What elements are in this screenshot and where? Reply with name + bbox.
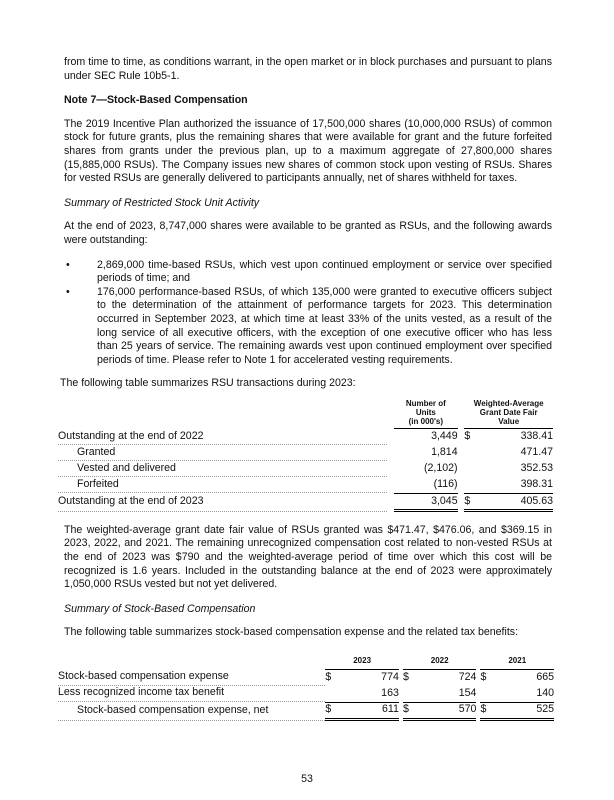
sbc-paragraph: The following table summarizes stock-based compensation expense and the related tax benefits: bbox=[64, 626, 519, 639]
table-row: Outstanding at the end of 2022 3,449 $ 338.41 bbox=[58, 429, 553, 445]
sbc-expense-table bbox=[58, 654, 554, 721]
table-row: Vested and delivered (2,102) 352.53 bbox=[58, 461, 553, 477]
table-row-total: Outstanding at the end of 2023 3,045 $ 405.63 bbox=[58, 493, 553, 512]
table-row-total: Stock-based compensation expense, net $ 611 $ 570 $ 525 bbox=[58, 702, 554, 721]
bullet-icon: • bbox=[66, 285, 70, 298]
sbc-subheading: Summary of Stock-Based Compensation bbox=[64, 602, 256, 615]
bullet-icon: • bbox=[66, 258, 70, 271]
rsu-subheading: Summary of Restricted Stock Unit Activity bbox=[64, 196, 260, 209]
table-row: Stock-based compensation expense $ 774 $ 724 $ 665 bbox=[58, 670, 554, 686]
page-number: 53 bbox=[301, 773, 313, 785]
document-page bbox=[58, 56, 554, 721]
year-header: 2022 bbox=[403, 654, 476, 670]
table-row: Granted 1,814 471.47 bbox=[58, 445, 553, 461]
note-heading: Note 7—Stock-Based Compensation bbox=[64, 94, 248, 107]
units-header: Number of Units (in 000's) bbox=[394, 399, 458, 429]
list-item: • 2,869,000 time-based RSUs, which vest upon continued employment or service over specified periods of time; and bbox=[66, 258, 552, 285]
rsu-table-intro: The following table summarizes RSU transactions during 2023: bbox=[60, 377, 356, 390]
rsu-transactions-table bbox=[58, 399, 553, 512]
list-item: • 176,000 performance-based RSUs, of which 135,000 were granted to executive officers subject to the determination of the attainment of performance targets for 2023. This determination occurred in September 2023, at which time at least 33% of the units vested, as a result of the long service of all executive officers, with the exception of one executive officer who has less than 25 years of service. The remaining awards vest upon continued employment over specified periods of time. Please refer to Note 1 for accelerated vesting requirements. bbox=[66, 285, 552, 366]
fair-value-header: Weighted-Average Grant Date Fair Value bbox=[464, 399, 553, 429]
table-row: Forfeited (116) 398.31 bbox=[58, 477, 553, 493]
awards-list bbox=[64, 259, 552, 368]
intro-paragraph: from time to time, as conditions warrant, in the open market or in block purchases and pursuant to plans under SEC Rule 10b5-1. bbox=[64, 56, 552, 82]
rsu-paragraph: At the end of 2023, 8,747,000 shares were available to be granted as RSUs, and the following awards were outstanding: bbox=[64, 220, 552, 246]
year-header: 2021 bbox=[480, 654, 554, 670]
table-row: Less recognized income tax benefit 163 154 140 bbox=[58, 686, 554, 702]
rsu-after-paragraph: The weighted-average grant date fair value of RSUs granted was $471.47, $476.06, and $369.15 in 2023, 2022, and 2021. The remaining unrecognized compensation cost related to non-vested RSUs at the end of 2023 was $790 and the weighted-average period of time over which this cost will be recognized is 1.6 years. Included in the outstanding balance at the end of 2023 were approximately 1,050,000 RSUs vested but not yet delivered. bbox=[64, 523, 552, 591]
note-paragraph: The 2019 Incentive Plan authorized the issuance of 17,500,000 shares (10,000,000 RSUs) of common stock for future grants, plus the remaining shares that were available for grant and the future forfeited shares from grants under the previous plan, up to a maximum aggregate of 27,800,000 shares (15,885,000 RSUs). The Company issues new shares of common stock upon vesting of RSUs. Shares for vested RSUs are generally delivered to participants annually, net of shares withheld for taxes. bbox=[64, 117, 552, 185]
year-header: 2023 bbox=[325, 654, 398, 670]
